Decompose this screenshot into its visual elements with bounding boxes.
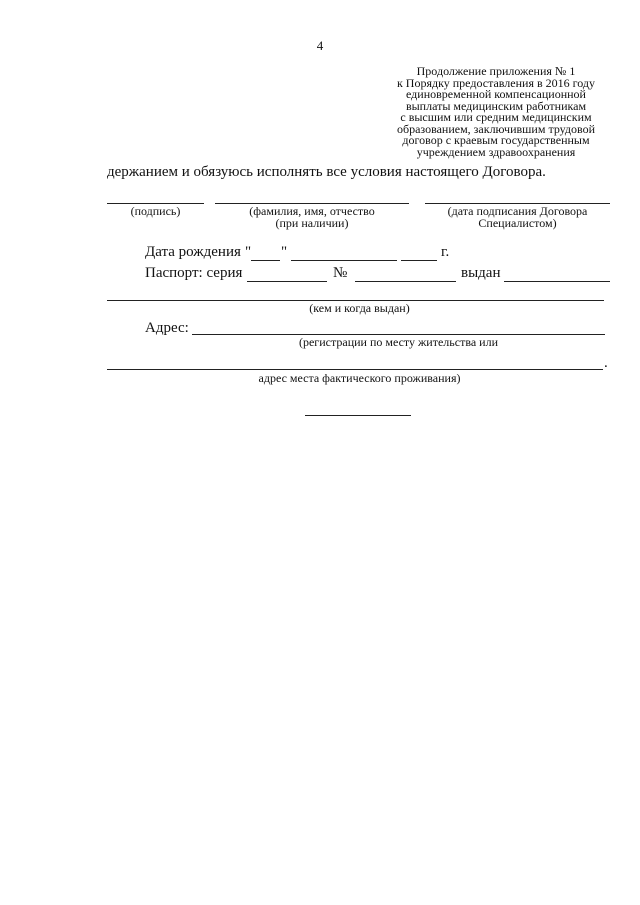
body-text: держанием и обязуюсь исполнять все условия настоящего Договора.: [107, 164, 546, 180]
closing-divider: [305, 415, 411, 416]
issued-label: выдан: [461, 265, 501, 281]
header-line: выплаты медицинским работникам: [405, 98, 587, 113]
page-number: 4: [316, 38, 324, 53]
address-caption-line1: (регистрации по месту жительства или: [298, 335, 498, 349]
header-block: [372, 66, 620, 158]
passport-label: Паспорт: серия: [145, 265, 243, 281]
passport-series-field[interactable]: [247, 281, 327, 282]
issued-field[interactable]: [504, 281, 610, 282]
address-line-2[interactable]: [107, 369, 603, 370]
signing-date-caption-line2: Специалистом): [478, 215, 557, 230]
birth-year-field[interactable]: [401, 260, 437, 261]
header-line: договор с краевым государственным: [402, 133, 590, 147]
birth-date-quote-open: ": [245, 244, 252, 260]
full-name-caption-line1: (фамилия, имя, отчество: [249, 204, 375, 218]
issued-by-caption: (кем и когда выдан): [309, 301, 410, 315]
address-end-mark: .: [604, 355, 608, 371]
full-name-caption: [215, 206, 409, 229]
header-line: к Порядку предоставления в 2016 году: [396, 75, 596, 90]
header-line: образованием, заключившим трудовой: [396, 121, 596, 136]
address-caption-line2: адрес места фактического проживания): [258, 371, 461, 385]
number-sign: №: [333, 265, 348, 281]
full-name-caption-line2: (при наличии): [275, 215, 349, 230]
birth-date-label: Дата рождения: [145, 244, 241, 260]
header-line: учреждением здравоохранения: [416, 144, 576, 159]
header-line: Продолжение приложения № 1: [416, 64, 576, 78]
birth-date-quote-close: ": [281, 244, 288, 260]
birth-month-field[interactable]: [291, 260, 397, 261]
birth-date-suffix: г.: [441, 244, 450, 260]
header-line: единовременной компенсационной: [406, 87, 586, 101]
address-label: Адрес:: [145, 320, 189, 336]
passport-number-field[interactable]: [355, 281, 456, 282]
header-line: с высшим или средним медицинским: [400, 110, 592, 124]
signing-date-caption: [425, 206, 610, 229]
signing-date-caption-line1: (дата подписания Договора: [447, 204, 588, 218]
signature-caption: (подпись): [130, 204, 181, 218]
birth-day-field[interactable]: [251, 260, 280, 261]
